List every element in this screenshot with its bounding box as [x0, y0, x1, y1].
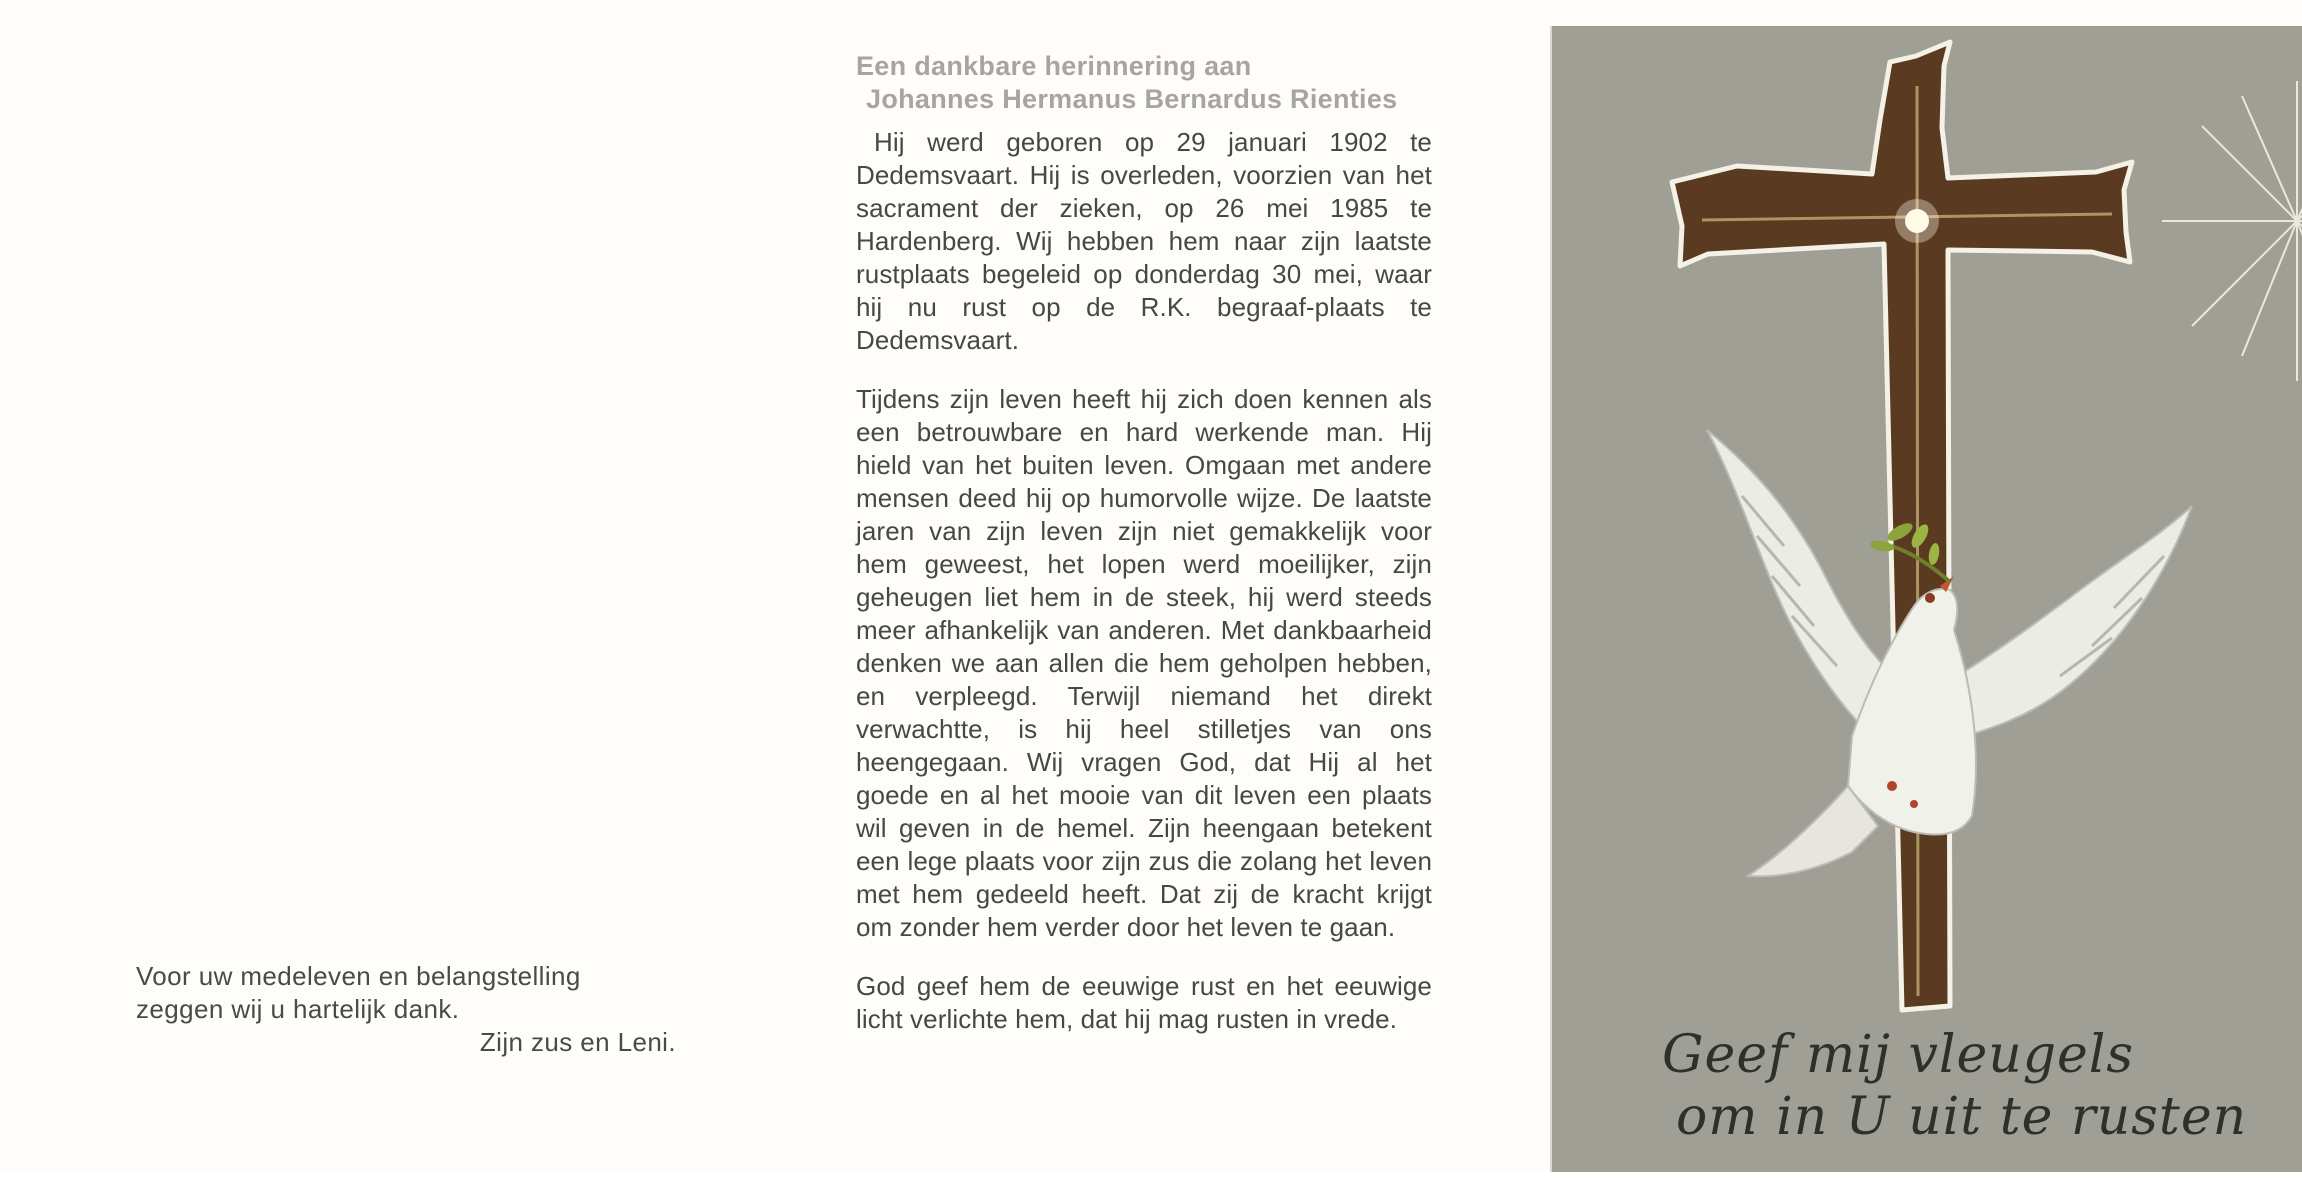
devotional-image: [1550, 26, 2302, 1176]
life-paragraph: Tijdens zijn leven heeft hij zich doen kennen als een betrouwbare en hard werkende man. Hij hield van het buiten leven. Omgaan met andere mensen deed hij op humorvolle wijze. De laatste jaren van zijn leven zijn niet gemakkelijk voor hem geweest, het lopen werd moeilijker, zijn geheugen liet hem in de steek, hij werd steeds meer afhankelijk van anderen. Met dankbaarheid denken we aan allen die hem geholpen hebben, en verpleegd. Terwijl niemand het direkt verwachtte, is hij heel stilletjes van ons heengegaan. Wij vragen God, dat Hij al het goede en al het mooie van dit leven een plaats wil geven in de hemel. Zijn heengaan betekent een lege plaats voor zijn zus die zolang het leven met hem gedeeld heeft. Dat zij de kracht krijgt om zonder hem verder door het leven te gaan.: [856, 384, 1432, 942]
verse-text: [1662, 1024, 2282, 1148]
memorial-heading: [856, 50, 1432, 116]
birth-death-paragraph: Hij werd geboren op 29 januari 1902 te Dedemsvaart. Hij is overleden, voorzien van het sacrament der zieken, op 26 mei 1985 te Hardenberg. Wij hebben hem naar zijn laatste rustplaats begeleid op donderdag 30 mei, waar hij nu rust op de R.K. begraaf-plaats te Dedemsvaart.: [856, 127, 1432, 355]
light-burst-icon: [2162, 81, 2302, 381]
memorial-text: [856, 50, 1432, 1062]
card-bottom-edge: [0, 1172, 2302, 1200]
thanks-line-2: zeggen wij u hartelijk dank.: [136, 994, 460, 1024]
heading-line-1: Een dankbare herinnering aan: [856, 51, 1252, 81]
prayer-paragraph: God geef hem de eeuwige rust en het eeuwige licht verlichte hem, dat hij mag rusten in vrede.: [856, 971, 1432, 1034]
verse-line-2: om in U uit te rusten: [1676, 1087, 2248, 1147]
thank-you-note: [136, 960, 676, 1059]
thanks-line-1: Voor uw medeleven en belangstelling: [136, 961, 581, 991]
thanks-signature: Zijn zus en Leni.: [479, 1027, 676, 1057]
deceased-name: Johannes Hermanus Bernardus Rienties: [866, 84, 1398, 114]
verse-line-1: Geef mij vleugels: [1662, 1025, 2135, 1085]
illustration: [1552, 26, 2302, 1176]
